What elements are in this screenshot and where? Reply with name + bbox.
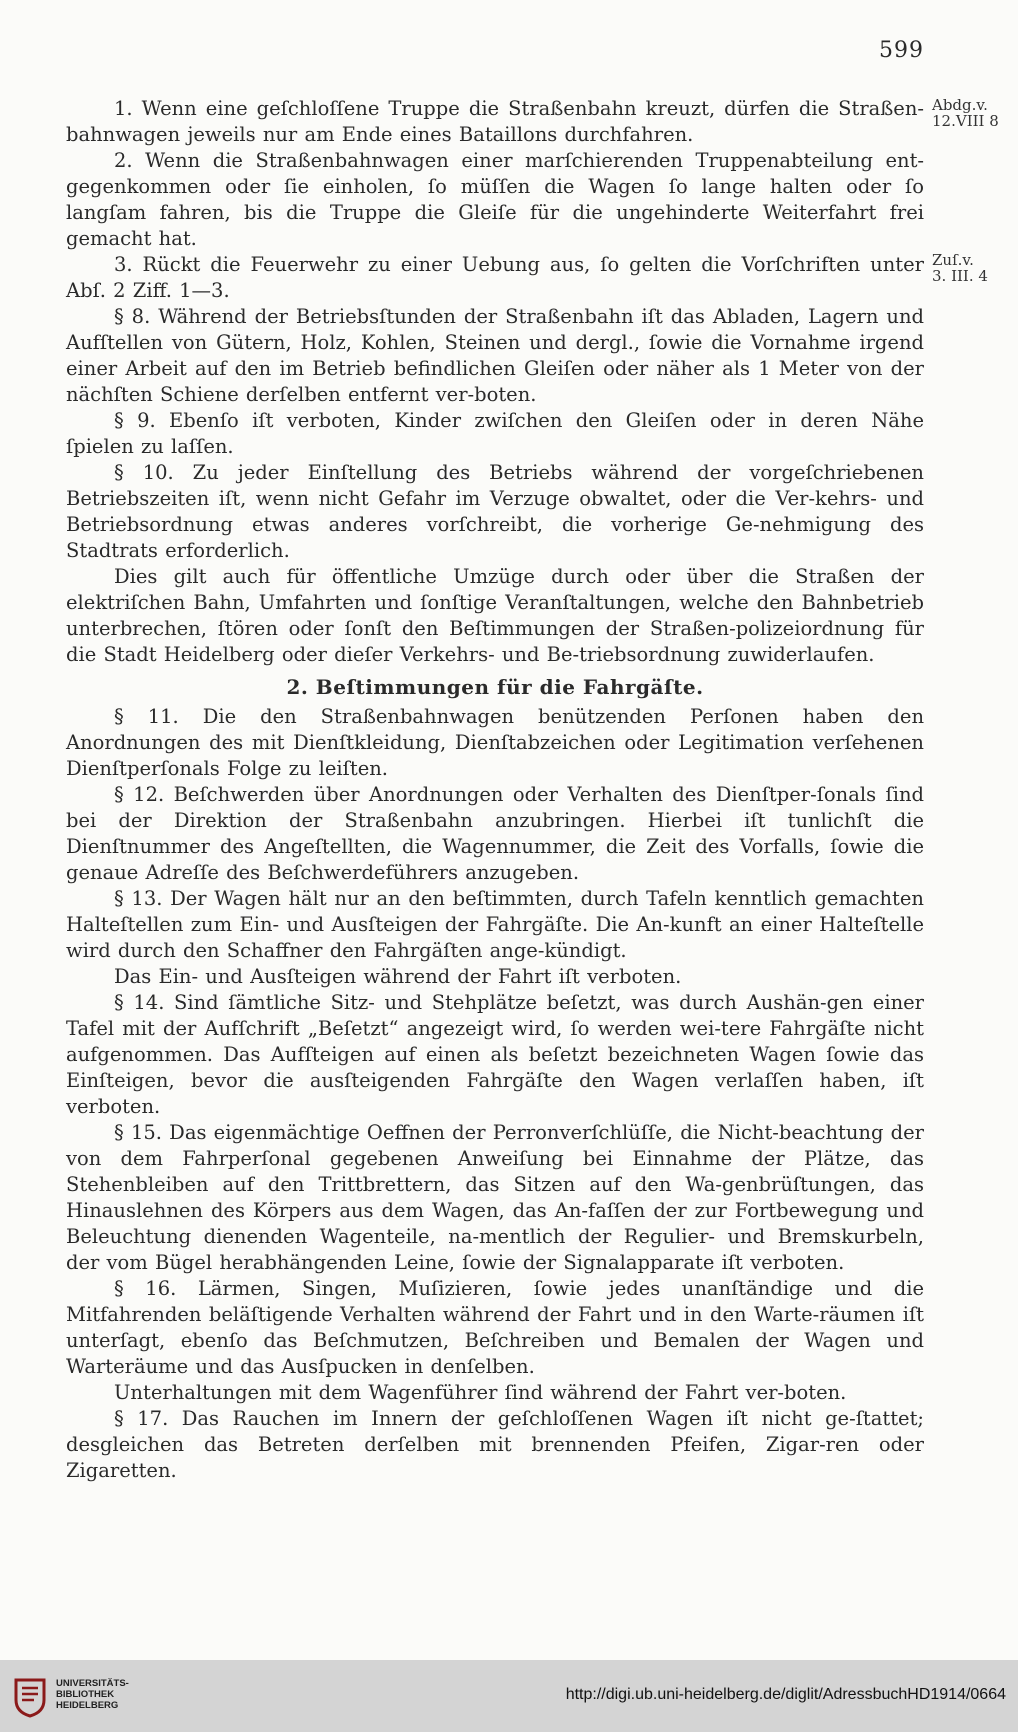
library-logo-text [56,1678,129,1711]
paragraph: § 14. Sind ſämtliche Sitz- und Stehplätze beſetzt, was durch Aushän-gen einer Tafel mit der Aufſchrift „Beſetzt“ angezeigt wird, ſo werden wei-tere Fahrgäſte nicht aufgenommen. Das Aufſteigen auf einen als beſetzt bezeichneten Wagen ſowie das Einſteigen, bevor die ausſteigenden Fahrgäſte den Wagen verlaſſen haben, iſt verboten. [66,991,924,1118]
paragraph: 2. Wenn die Straßenbahnwagen einer marſchierenden Truppenabteilung ent-gegenkommen oder ſie einholen, ſo müſſen die Wagen ſo lange halten oder ſo langſam fahren, bis die Truppe die Gleiſe für die ungehinderte Weiterfahrt frei gemacht hat. [66,149,924,250]
logo-line-3: HEIDELBERG [56,1700,119,1711]
paragraph: § 10. Zu jeder Einſtellung des Betriebs während der vorgeſchriebenen Betriebszeiten iſt, wenn nicht Gefahr im Verzuge obwaltet, oder die Ver-kehrs- und Betriebsordnung etwas anderes vorſchreibt, die vorherige Ge-nehmigung des Stadtrats erforderlich. [66,461,924,562]
margin-note-2 [932,252,1012,284]
paragraph: § 8. Während der Betriebsſtunden der Straßenbahn iſt das Abladen, Lagern und Aufſtellen von Gütern, Holz, Kohlen, Steinen und dergl., ſowie die Vornahme irgend einer Arbeit auf den im Betrieb befindlichen Gleiſen oder näher als 1 Meter von der nächſten Schiene derſelben entfernt ver-boten. [66,305,924,406]
paragraph: Unterhaltungen mit dem Wagenführer ſind während der Fahrt ver-boten. [114,1381,847,1404]
paragraph: § 13. Der Wagen hält nur an den beſtimmten, durch Tafeln kenntlich gemachten Halteſtellen zum Ein- und Ausſteigen der Fahrgäſte. Die An-kunft an einer Halteſtelle wird durch den Schaffner den Fahrgäſten ange-kündigt. [66,887,924,962]
paragraph: § 11. Die den Straßenbahnwagen benützenden Perſonen haben den Anordnungen des mit Dienſtkleidung, Dienſtabzeichen oder Legitimation verſehenen Dienſtperſonals Folge zu leiſten. [66,705,924,780]
margin-note-1-line1: Abdg.v. [932,96,988,114]
logo-line-2: BIBLIOTHEK [56,1689,115,1700]
margin-note-2-line2: 3. III. 4 [932,267,988,285]
permalink-url[interactable]: http://digi.ub.uni-heidelberg.de/diglit/AdressbuchHD1914/0664 [565,1686,1006,1703]
page-number: 599 [879,38,924,63]
paragraph: 3. Rückt die Feuerwehr zu einer Uebung aus, ſo gelten die Vorſchriften unter Abſ. 2 Ziff. 1—3. [66,253,924,302]
paragraph: Das Ein- und Ausſteigen während der Fahrt iſt verboten. [114,965,682,988]
library-logo[interactable] [10,1672,140,1720]
margin-note-1-line2: 12.VIII 8 [932,112,999,130]
margin-note-2-line1: Zuſ.v. [932,251,974,269]
paragraph: § 16. Lärmen, Singen, Muſizieren, ſowie jedes unanſtändige und die Mitfahrenden beläſtigende Verhalten während der Fahrt und in den Warte-räumen iſt unterſagt, ebenſo das Beſchmutzen, Beſchreiben und Bemalen der Wagen und Warteräume und das Ausſpucken in denſelben. [66,1277,924,1378]
paragraph: Dies gilt auch für öffentliche Umzüge durch oder über die Straßen der elektriſchen Bahn, Umfahrten und ſonſtige Veranſtaltungen, welche den Bahnbetrieb unterbrechen, ſtören oder ſonſt den Beſtimmungen der Straßen-polizeiordnung für die Stadt Heidelberg oder dieſer Verkehrs- und Be-triebsordnung zuwiderlaufen. [66,565,924,666]
viewer-footer [0,1660,1018,1732]
paragraph: 1. Wenn eine geſchloſſene Truppe die Straßenbahn kreuzt, dürfen die Straßen-bahnwagen jeweils nur am Ende eines Bataillons durchfahren. [66,97,924,146]
library-seal-icon [10,1674,50,1718]
paragraph: § 12. Beſchwerden über Anordnungen oder Verhalten des Dienſtper-ſonals ſind bei der Direktion der Straßenbahn anzubringen. Hierbei iſt tunlichſt die Dienſtnummer des Angeſtellten, die Wagennummer, die Zeit des Vorfalls, ſowie die genaue Adreſſe des Beſchwerdeführers anzugeben. [66,783,924,884]
margin-note-1 [932,97,1012,129]
logo-line-1: UNIVERSITÄTS- [56,1678,129,1689]
paragraph: § 15. Das eigenmächtige Oeffnen der Perronverſchlüſſe, die Nicht-beachtung der von dem Fahrperſonal gegebenen Anweiſung bei Einnahme der Plätze, das Stehenbleiben auf den Trittbrettern, das Sitzen auf den Wa-genbrüſtungen, das Hinauslehnen des Körpers aus dem Wagen, das An-faſſen der zur Fortbewegung und Beleuchtung dienenden Wagenteile, na-mentlich der Regulier- und Bremskurbeln, der vom Bügel herabhängenden Leine, ſowie der Signalapparate iſt verboten. [66,1121,924,1274]
section-heading: 2. Beſtimmungen für die Fahrgäſte. [286,675,704,699]
paragraph: § 9. Ebenſo iſt verboten, Kinder zwiſchen den Gleiſen oder in deren Nähe ſpielen zu laſſen. [66,409,924,458]
body-text [66,96,924,1484]
paragraph: § 17. Das Rauchen im Innern der geſchloſſenen Wagen iſt nicht ge-ſtattet; desgleichen das Betreten derſelben mit brennenden Pfeifen, Zigar-ren oder Zigaretten. [66,1407,924,1482]
